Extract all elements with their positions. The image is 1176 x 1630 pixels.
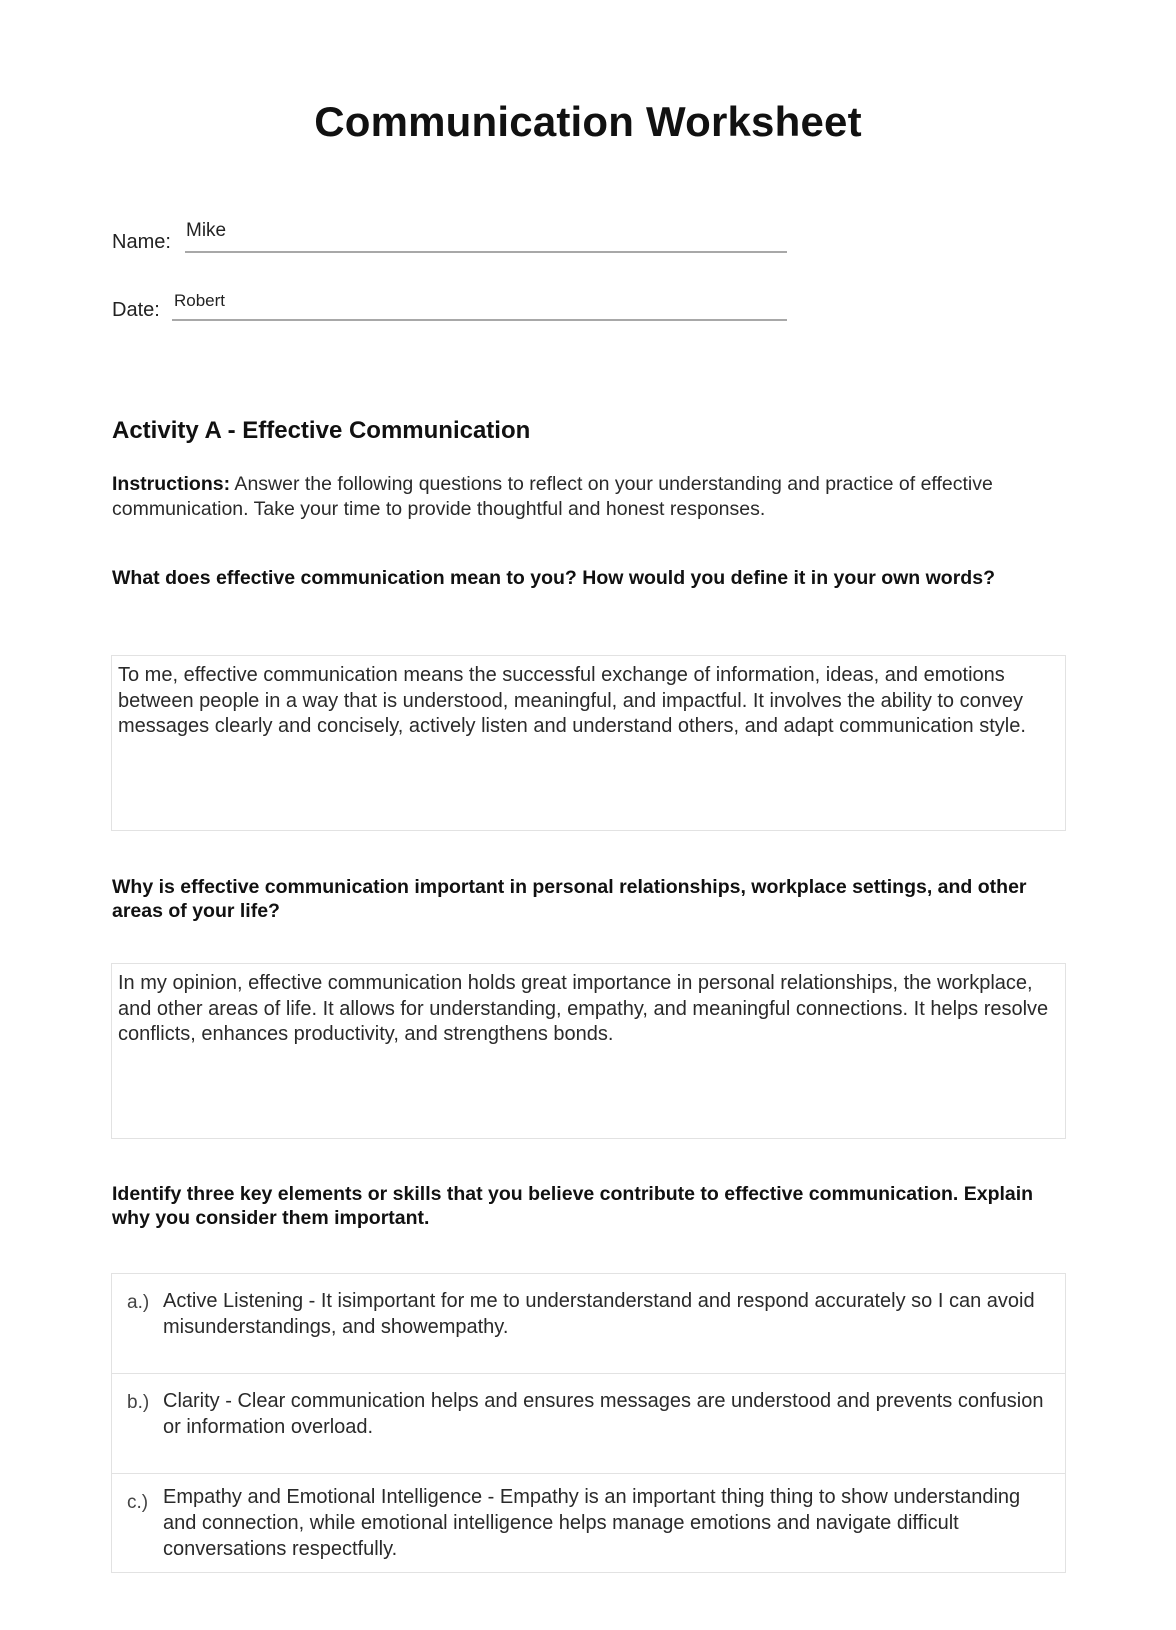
answer-box-1[interactable] — [111, 655, 1066, 831]
date-value[interactable]: Robert — [174, 291, 226, 310]
date-field-line[interactable] — [172, 319, 787, 321]
answer-box-2[interactable] — [111, 963, 1066, 1139]
page-title: Communication Worksheet — [314, 98, 862, 145]
item-letter: a.) — [127, 1292, 150, 1313]
list-item-a[interactable] — [112, 1274, 1065, 1374]
answer-text-2: In my opinion, effective communication holds great importance in personal relationships, the workplace, and other areas of life. It allows for understanding, empathy, and meaningful connections. It helps resolve conflicts, enhances productivity, and strengthens bonds. — [118, 972, 1049, 1045]
item-text: Active Listening - It isimportant for me to understanderstand and respond accurately so I can avoid misunderstandings, and showempathy. — [163, 1290, 1035, 1338]
name-field-line[interactable] — [185, 251, 787, 253]
instructions — [112, 472, 1062, 522]
item-letter: c.) — [127, 1492, 149, 1513]
instructions-text: Answer the following questions to reflect on your understanding and practice of effective communication. Take your time to provide thoughtful and honest responses. — [112, 473, 993, 520]
question-1: What does effective communication mean to you? How would you define it in your own words? — [112, 567, 995, 589]
item-text: Empathy and Emotional Intelligence - Empathy is an important thing thing to show understanding and connection, while emotional intelligence helps manage emotions and navigate difficult conversations respectfully. — [163, 1486, 1021, 1560]
item-letter: b.) — [127, 1392, 150, 1413]
activity-heading: Activity A - Effective Communication — [112, 417, 531, 444]
key-elements-list — [111, 1273, 1066, 1573]
instructions-label: Instructions: — [112, 473, 231, 495]
name-value[interactable]: Mike — [186, 220, 227, 241]
date-label: Date: — [112, 299, 160, 321]
answer-text-1: To me, effective communication means the successful exchange of information, ideas, and emotions between people in a way that is understood, meaningful, and impactful. It involves the ability to convey messages clearly and concisely, actively listen and understand others, and adapt communication style. — [118, 664, 1026, 737]
name-label: Name: — [112, 231, 171, 253]
item-text: Clarity - Clear communication helps and ensures messages are understood and prevents confusion or information overload. — [163, 1390, 1044, 1438]
question-2: Why is effective communication important in personal relationships, workplace settings, and other areas of your life? — [112, 876, 1027, 922]
list-item-c[interactable] — [112, 1474, 1065, 1574]
list-item-b[interactable] — [112, 1374, 1065, 1474]
question-3: Identify three key elements or skills that you believe contribute to effective communication. Explain why you consider them important. — [112, 1183, 1034, 1229]
